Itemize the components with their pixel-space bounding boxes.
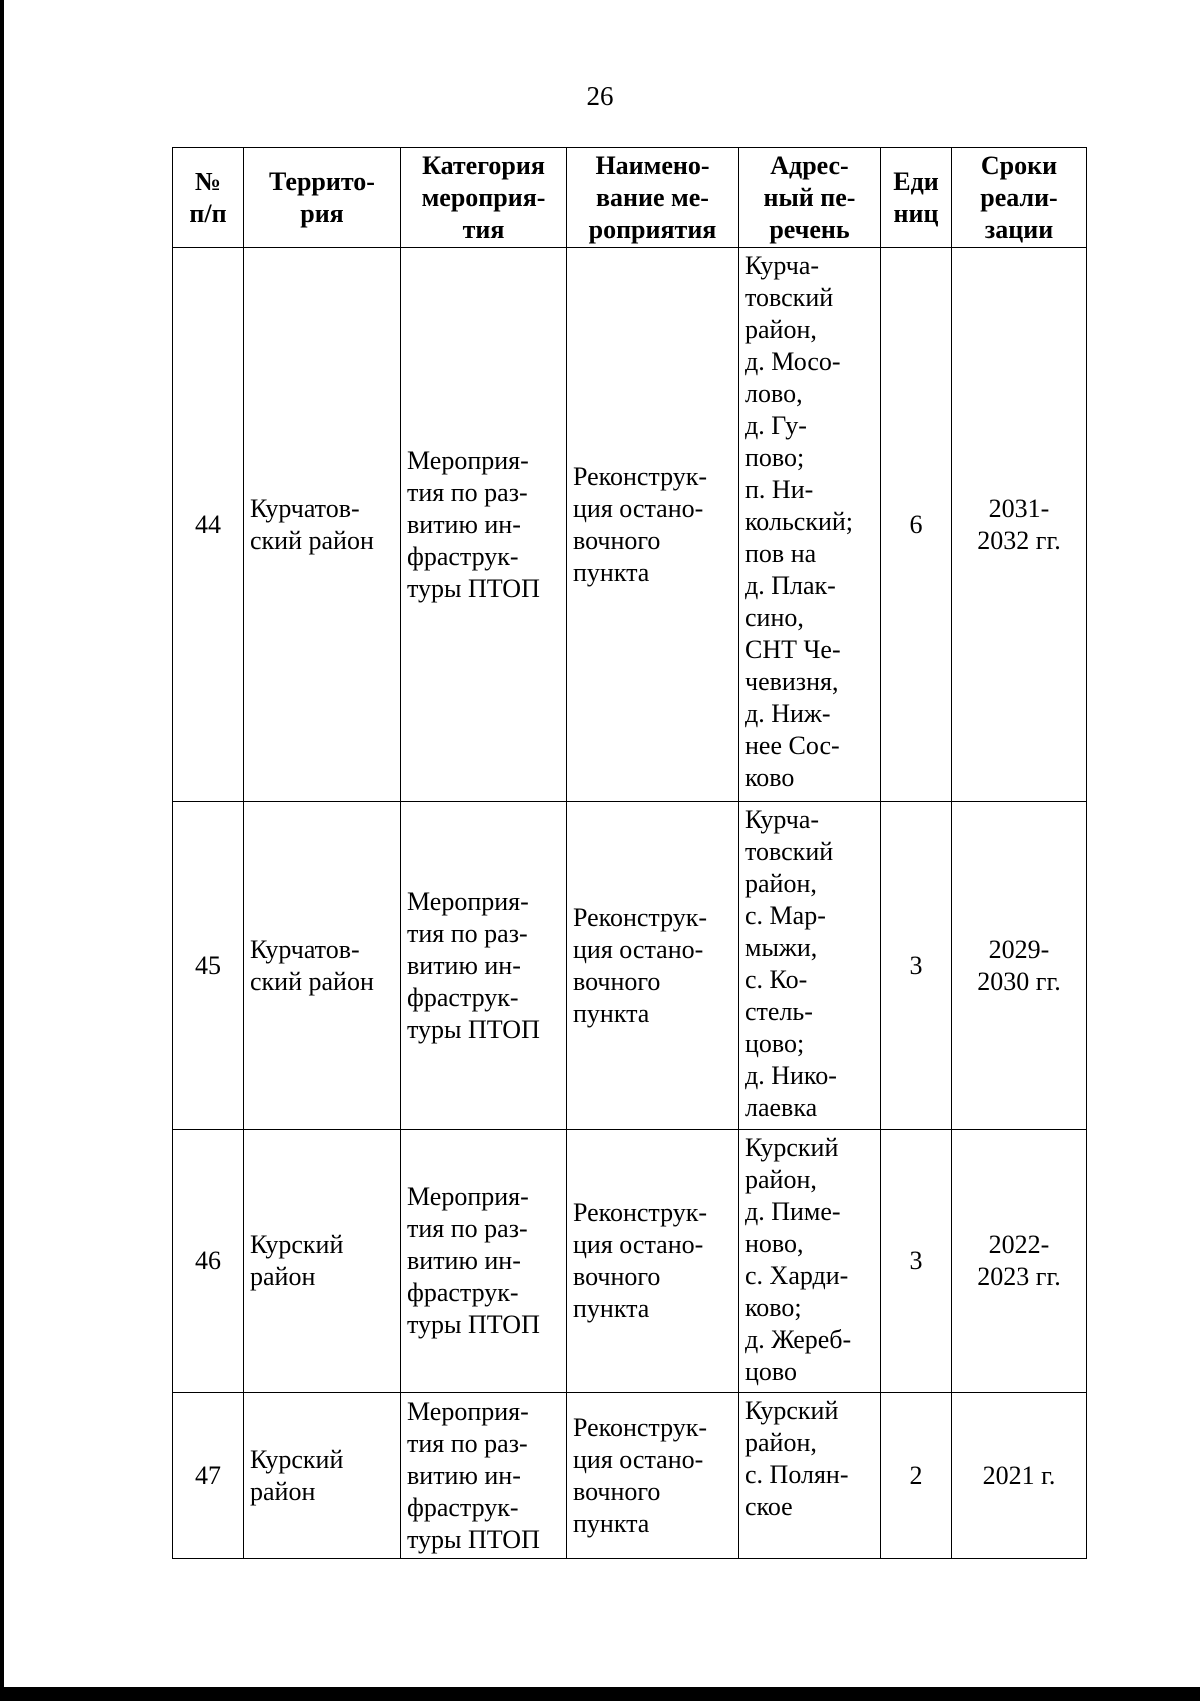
- scan-edge-bottom: [0, 1687, 1200, 1701]
- scan-edge-left: [0, 0, 4, 1701]
- row-units: 3: [881, 802, 952, 1130]
- row-num: 46: [173, 1130, 244, 1393]
- row-territory: Курский район: [244, 1393, 401, 1559]
- row-address-list: Курский район, д. Пиме- ново, с. Харди- ково; д. Жереб- цово: [739, 1130, 881, 1393]
- row-num: 47: [173, 1393, 244, 1559]
- row-units: 3: [881, 1130, 952, 1393]
- header-address-list: Адрес- ный пе- речень: [739, 148, 881, 248]
- row-territory: Курчатов- ский район: [244, 802, 401, 1130]
- page-number: 26: [586, 81, 614, 111]
- table-row: [173, 1393, 1087, 1559]
- row-num: 45: [173, 802, 244, 1130]
- row-event-name: Реконструк- ция остано- вочного пункта: [567, 248, 739, 802]
- table-header-row: [173, 148, 1087, 248]
- row-term: 2021 г.: [952, 1393, 1087, 1559]
- header-territory: Террито- рия: [244, 148, 401, 248]
- events-table: [172, 147, 1087, 1559]
- row-units: 2: [881, 1393, 952, 1559]
- row-category: Мероприя- тия по раз- витию ин- фраструк- туры ПТОП: [401, 248, 567, 802]
- row-num: 44: [173, 248, 244, 802]
- table-row: [173, 802, 1087, 1130]
- row-territory: Курский район: [244, 1130, 401, 1393]
- row-category: Мероприя- тия по раз- витию ин- фраструк- туры ПТОП: [401, 1130, 567, 1393]
- header-num: № п/п: [173, 148, 244, 248]
- row-address-list: Курча- товский район, д. Мосо- лово, д. Гу- пово; п. Ни- кольский; пов на д. Плак- сино, СНТ Че- чевизня, д. Ниж- нее Сос- ково: [739, 248, 881, 802]
- header-category: Категория мероприя- тия: [401, 148, 567, 248]
- row-address-list: Курский район, с. Полян- ское: [739, 1393, 881, 1559]
- row-category: Мероприя- тия по раз- витию ин- фраструк- туры ПТОП: [401, 802, 567, 1130]
- row-units: 6: [881, 248, 952, 802]
- row-event-name: Реконструк- ция остано- вочного пункта: [567, 802, 739, 1130]
- header-event-name: Наимено- вание ме- роприятия: [567, 148, 739, 248]
- row-event-name: Реконструк- ция остано- вочного пункта: [567, 1393, 739, 1559]
- header-term: Сроки реали- зации: [952, 148, 1087, 248]
- row-term: 2022- 2023 гг.: [952, 1130, 1087, 1393]
- row-term: 2031- 2032 гг.: [952, 248, 1087, 802]
- header-units: Еди ниц: [881, 148, 952, 248]
- row-event-name: Реконструк- ция остано- вочного пункта: [567, 1130, 739, 1393]
- row-category: Мероприя- тия по раз- витию ин- фраструк- туры ПТОП: [401, 1393, 567, 1559]
- row-address-list: Курча- товский район, с. Мар- мыжи, с. Ко- стель- цово; д. Нико- лаевка: [739, 802, 881, 1130]
- row-term: 2029- 2030 гг.: [952, 802, 1087, 1130]
- row-territory: Курчатов- ский район: [244, 248, 401, 802]
- table-row: [173, 248, 1087, 802]
- table-row: [173, 1130, 1087, 1393]
